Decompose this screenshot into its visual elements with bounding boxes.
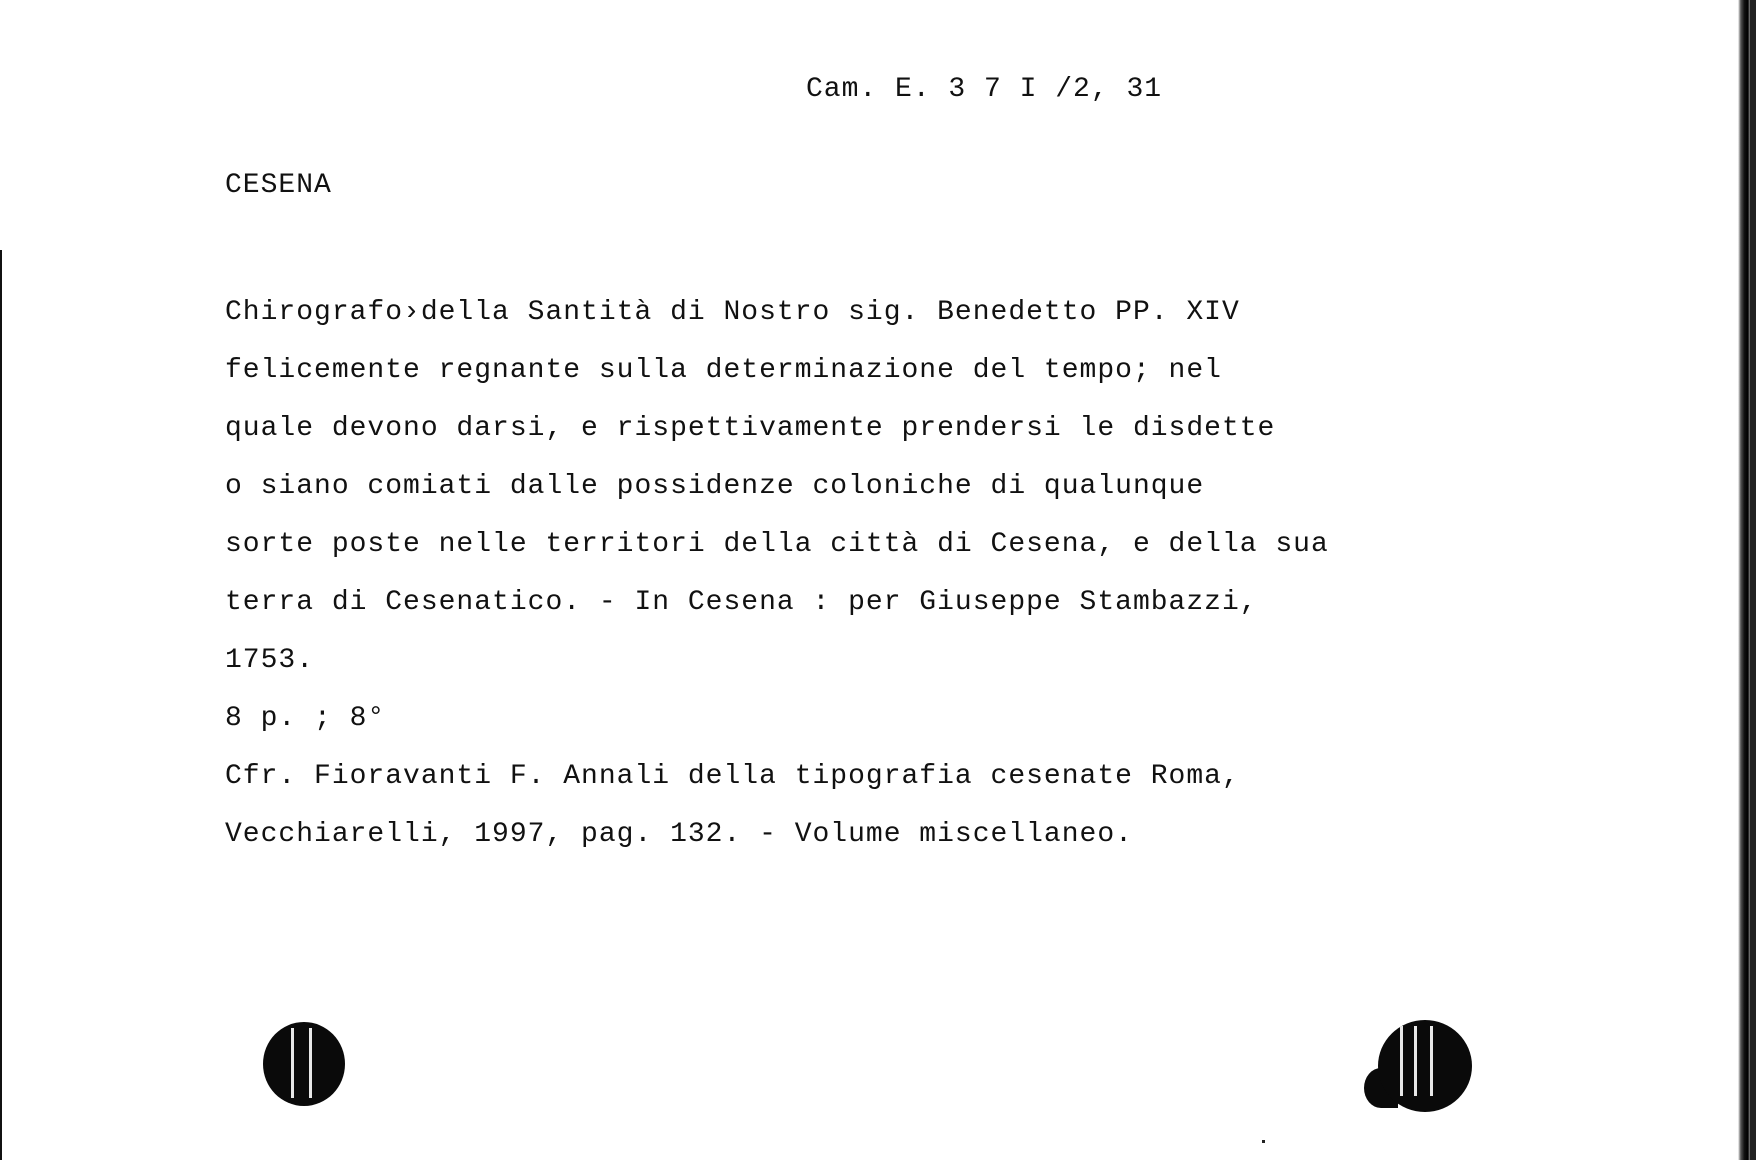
scan-right-edge-shadow — [1750, 0, 1756, 1160]
entry-line: felicemente regnante sulla determinazione del tempo; nel — [225, 355, 1222, 386]
entry-line-date: 1753. — [225, 645, 315, 676]
entry-line: sorte poste nelle territori della città di Cesena, e della sua — [225, 529, 1329, 560]
dust-speck — [1262, 1140, 1265, 1143]
entry-line-collation: 8 p. ; 8° — [225, 703, 386, 734]
entry-line: o siano comiati dalle possidenze coloniche di qualunque — [225, 471, 1205, 502]
entry-line: quale devono darsi, e rispettivamente prendersi le disdette — [225, 413, 1276, 444]
entry-line: terra di Cesenatico. - In Cesena : per Giuseppe Stambazzi, — [225, 587, 1258, 618]
entry-line-reference: Vecchiarelli, 1997, pag. 132. - Volume miscellaneo. — [225, 819, 1133, 850]
shelfmark: Cam. E. 3 7 I /2, 31 — [806, 74, 1163, 105]
scan-left-edge — [0, 250, 2, 1160]
entry-line: Chirografo›della Santità di Nostro sig. Benedetto PP. XIV — [225, 297, 1240, 328]
punch-hole-left — [263, 1022, 345, 1106]
place-heading: CESENA — [225, 170, 332, 201]
entry-line-reference: Cfr. Fioravanti F. Annali della tipografia cesenate Roma, — [225, 761, 1240, 792]
punch-hole-right — [1378, 1020, 1472, 1112]
catalog-entry — [225, 284, 1329, 864]
